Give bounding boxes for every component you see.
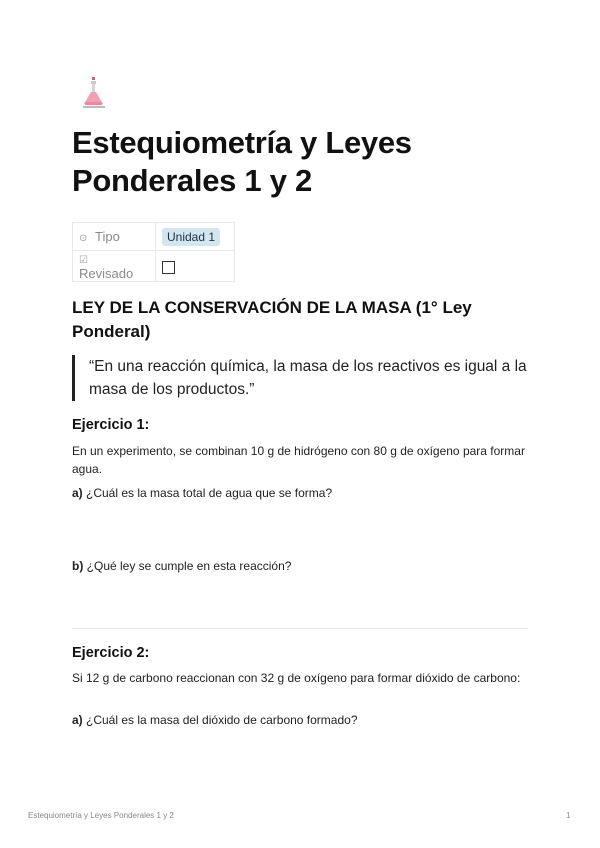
divider — [72, 628, 528, 629]
exercise-1-question-a — [72, 484, 532, 502]
exercise-2-statement: Si 12 g de carbono reaccionan con 32 g de oxígeno para formar dióxido de carbono: — [72, 671, 521, 685]
status-icon: ⊙ — [79, 233, 88, 244]
checkbox-prop-icon: ☑ — [79, 255, 88, 266]
property-label-tipo: Tipo — [95, 229, 120, 244]
section-heading: LEY DE LA CONSERVACIÓN DE LA MASA (1° Ley Ponderal) — [72, 298, 472, 341]
property-key-tipo — [73, 223, 156, 251]
question-b-text: ¿Qué ley se cumple en esta reacción? — [83, 559, 292, 573]
exercise-2-heading: Ejercicio 2: — [72, 645, 150, 661]
question-b-label: b) — [72, 559, 84, 573]
property-label-revisado: Revisado — [79, 266, 134, 281]
question-a-label: a) — [72, 713, 83, 727]
property-row-tipo — [73, 223, 235, 251]
page-title: Estequiometría y Leyes Ponderales 1 y 2 — [72, 125, 412, 198]
exercise-1-heading: Ejercicio 1: — [72, 417, 150, 433]
question-a-label: a) — [72, 486, 83, 500]
page-number: 1 — [566, 811, 571, 820]
law-quote: “En una reacción química, la masa de los reactivos es igual a la masa de los productos.” — [72, 355, 549, 401]
footer-title: Estequiometría y Leyes Ponderales 1 y 2 — [28, 811, 174, 820]
exercise-1-statement: En un experimento, se combinan 10 g de hidrógeno con 80 g de oxígeno para formar agua. — [72, 444, 525, 476]
type-tag[interactable]: Unidad 1 — [162, 228, 220, 246]
property-value-tipo[interactable] — [156, 223, 235, 251]
property-row-revisado — [73, 251, 235, 282]
question-a-text: ¿Cuál es la masa del dióxido de carbono formado? — [82, 713, 358, 727]
exercise-1-question-b — [72, 557, 532, 575]
exercise-2-question-a — [72, 711, 532, 729]
property-key-revisado — [73, 251, 156, 282]
revisado-checkbox[interactable] — [162, 261, 175, 274]
properties-table — [72, 222, 235, 282]
question-a-text: ¿Cuál es la masa total de agua que se forma? — [82, 486, 333, 500]
property-value-revisado[interactable] — [156, 251, 235, 282]
chemistry-flask-icon — [82, 76, 106, 110]
